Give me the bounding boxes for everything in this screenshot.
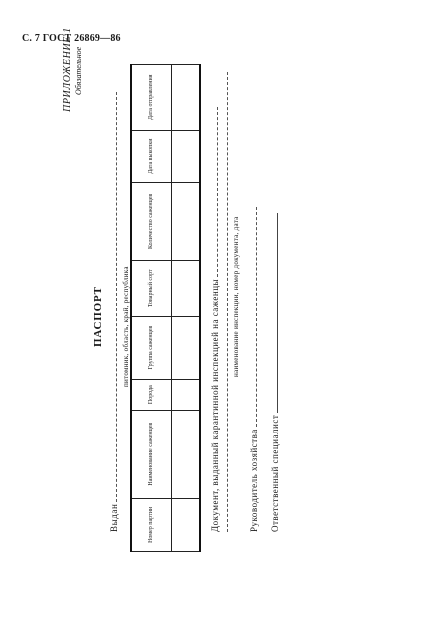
column-header: Количество саженцев <box>131 182 171 260</box>
column-header: Дата выкопки <box>131 130 171 182</box>
passport-title: ПАСПОРТ <box>92 286 104 347</box>
quarantine-caption: наименование инспекции, номер документа, дата <box>232 216 240 377</box>
table-row <box>171 65 200 552</box>
table-cell[interactable] <box>171 65 200 131</box>
table-cell[interactable] <box>171 182 200 260</box>
table-header-row <box>131 65 171 552</box>
farm-head-field <box>249 207 259 532</box>
appendix-title: ПРИЛОЖЕНИЕ 1 <box>62 27 73 112</box>
table-cell[interactable] <box>171 130 200 182</box>
issued-fill-line <box>116 92 117 502</box>
issued-caption: питомник, область, край, республика <box>122 266 130 387</box>
column-header: Наименование саженцев <box>131 410 171 498</box>
table-cell[interactable] <box>171 316 200 379</box>
responsible-label: Ответственный специалист <box>270 414 280 532</box>
quarantine-field <box>210 107 220 532</box>
table-cell[interactable] <box>171 261 200 317</box>
quarantine-fill-line-2 <box>227 72 228 532</box>
responsible-field <box>270 213 280 532</box>
column-header: Товарный сорт <box>131 261 171 317</box>
table-cell[interactable] <box>171 410 200 498</box>
column-header: Порода <box>131 379 171 410</box>
column-header: Номер партии <box>131 498 171 551</box>
table-cell[interactable] <box>171 379 200 410</box>
passport-form <box>62 27 362 592</box>
column-header: Группа саженцев <box>131 316 171 379</box>
farm-head-fill-line <box>256 207 257 427</box>
column-header: Дата отправления <box>131 65 171 131</box>
table-cell[interactable] <box>171 498 200 551</box>
appendix-subtitle: Обязательное <box>74 46 83 95</box>
responsible-fill-line <box>277 213 278 413</box>
quarantine-label: Документ, выданный карантинной инспекцией на саженцы <box>210 278 220 532</box>
quarantine-fill-line <box>217 107 218 277</box>
page-header: С. 7 ГОСТ 26869—86 <box>22 33 121 44</box>
passport-table <box>130 64 201 552</box>
farm-head-label: Руководитель хозяйства <box>249 429 259 532</box>
issued-field <box>109 92 119 532</box>
issued-label: Выдан <box>109 503 119 532</box>
